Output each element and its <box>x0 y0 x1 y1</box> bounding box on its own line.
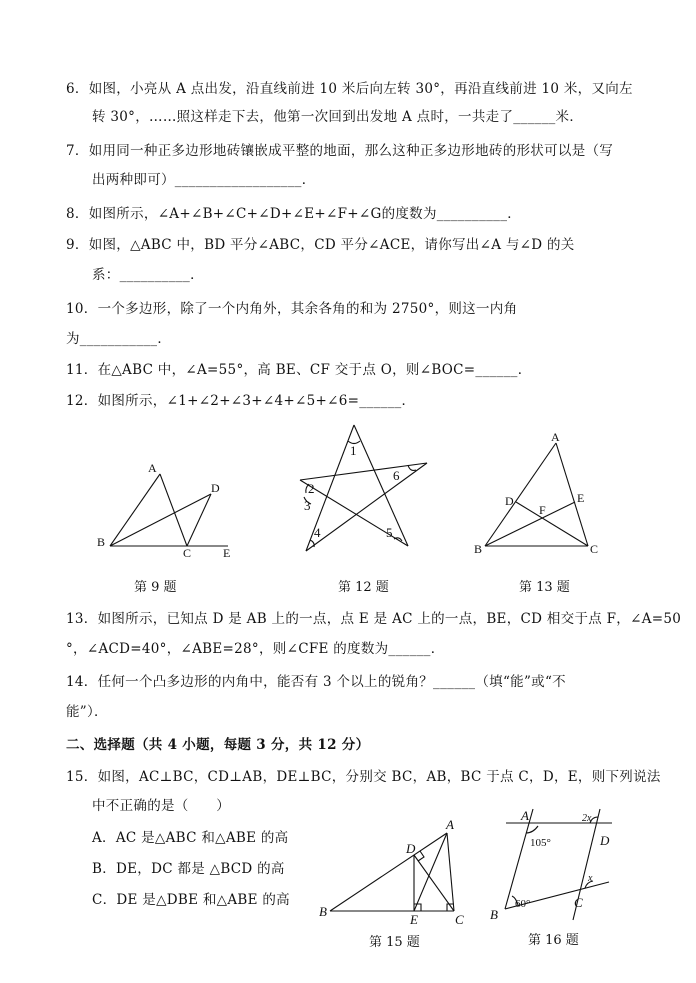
fig16-label-2x: 2x <box>582 813 592 824</box>
fig9-line-BD <box>110 494 211 546</box>
q6-line1: 6．如图，小亮从 A 点出发，沿直线前进 10 米后向左转 30°，再沿直线前进 10 米，又向左 <box>66 81 633 97</box>
fig13-line-BE <box>485 502 575 546</box>
fig15-label-A: A <box>446 817 454 832</box>
fig15-line-AB <box>330 833 447 911</box>
q15-option-a: A．AC 是△ABC 和△ABE 的高 <box>92 830 289 846</box>
fig15-right-angle-D <box>418 851 424 861</box>
q12: 12．如图所示，∠1+∠2+∠3+∠4+∠5+∠6=______． <box>66 393 416 409</box>
fig16-caption: 第 16 题 <box>528 933 579 948</box>
q13-line2: °，∠ACD=40°，∠ABE=28°，则∠CFE 的度数为______． <box>66 641 445 657</box>
fig16-label-x: x <box>588 873 593 884</box>
section-2-title: 二、选择题（共 4 小题，每题 3 分，共 12 分） <box>66 737 370 753</box>
fig16-label-C: C <box>574 895 583 910</box>
q15-option-b: B．DE，DC 都是 △BCD 的高 <box>92 861 285 877</box>
q7-line1: 7．如用同一种正多边形地砖镶嵌成平整的地面，那么这种正多边形地砖的形状可以是（写 <box>66 143 614 159</box>
fig9-label-E: E <box>223 546 231 560</box>
figure-13 <box>472 430 612 560</box>
q10-line2: 为___________． <box>66 331 172 347</box>
q15-line2: 中不正确的是（ ） <box>92 798 230 814</box>
fig13-label-D: D <box>505 494 514 508</box>
fig13-label-A: A <box>551 430 560 444</box>
fig9-line-AB <box>110 474 160 546</box>
figure-9 <box>92 458 242 558</box>
figure-12 <box>290 420 440 560</box>
fig16-label-B: B <box>490 907 498 922</box>
fig9-label-D: D <box>211 481 220 495</box>
fig15-label-E: E <box>410 912 418 927</box>
fig9-label-C: C <box>183 546 192 560</box>
fig9-caption: 第 9 题 <box>134 580 177 595</box>
fig12-label-6: 6 <box>393 468 400 483</box>
fig15-label-D: D <box>406 841 416 856</box>
figure-16 <box>488 806 618 926</box>
fig16-label-60: 60° <box>515 898 531 910</box>
fig12-label-5: 5 <box>386 525 393 540</box>
fig13-label-B: B <box>474 542 483 556</box>
fig12-label-1: 1 <box>350 443 357 458</box>
fig13-label-C: C <box>590 542 599 556</box>
figure-15 <box>316 816 476 926</box>
q6-line2: 转 30°，……照这样走下去，他第一次回到出发地 A 点时，一共走了______米． <box>92 109 584 125</box>
fig12-label-4: 4 <box>314 525 321 540</box>
fig12-label-3: 3 <box>304 498 311 513</box>
fig12-line-2 <box>354 425 408 546</box>
q15-line1: 15．如图，AC⊥BC，CD⊥AB，DE⊥BC，分别交 BC，AB，BC 于点 C，D，E，则下列说法 <box>66 769 661 785</box>
fig16-label-A: A <box>521 808 529 823</box>
q13-line1: 13．如图所示，已知点 D 是 AB 上的一点，点 E 是 AC 上的一点，BE，CD 相交于点 F，∠A=50 <box>66 611 682 627</box>
fig16-line-AB <box>505 809 533 909</box>
q14-line2: 能”）． <box>66 704 108 720</box>
q14-line1: 14．任何一个凸多边形的内角中，能否有 3 个以上的锐角？______（填“能”或“不 <box>66 674 566 690</box>
fig12-line-3 <box>306 463 427 551</box>
fig9-line-AC <box>160 474 187 546</box>
q8: 8．如图所示，∠A+∠B+∠C+∠D+∠E+∠F+∠G的度数为__________． <box>66 206 522 222</box>
fig15-line-AE <box>414 833 447 911</box>
fig9-label-B: B <box>97 535 106 549</box>
fig13-caption: 第 13 题 <box>519 580 570 595</box>
fig13-label-E: E <box>577 491 585 505</box>
fig12-label-2: 2 <box>308 481 315 496</box>
fig15-label-B: B <box>319 904 327 919</box>
q11: 11．在△ABC 中，∠A=55°，高 BE、CF 交于点 O，则∠BOC=______． <box>66 362 532 378</box>
q10-line1: 10．一个多边形，除了一个内角外，其余各角的和为 2750°，则这一内角 <box>66 301 518 317</box>
fig13-label-F: F <box>539 503 546 517</box>
fig13-line-AB <box>485 443 556 546</box>
fig12-caption: 第 12 题 <box>338 580 389 595</box>
fig13-line-CD <box>516 502 588 546</box>
q7-line2: 出两种即可）__________________． <box>92 172 316 188</box>
q9-line2: 系：__________． <box>92 267 204 283</box>
fig16-label-D: D <box>600 833 610 848</box>
fig9-label-A: A <box>148 461 157 475</box>
fig9-line-CD <box>187 494 211 546</box>
fig15-caption: 第 15 题 <box>369 935 420 950</box>
fig16-label-105: 105° <box>530 837 551 849</box>
fig15-label-C: C <box>455 912 464 927</box>
q9-line1: 9．如图，△ABC 中，BD 平分∠ABC，CD 平分∠ACE，请你写出∠A 与∠D 的关 <box>66 237 575 253</box>
fig15-line-AC <box>447 833 454 911</box>
q15-option-c: C．DE 是△DBE 和△ABE 的高 <box>92 892 290 908</box>
